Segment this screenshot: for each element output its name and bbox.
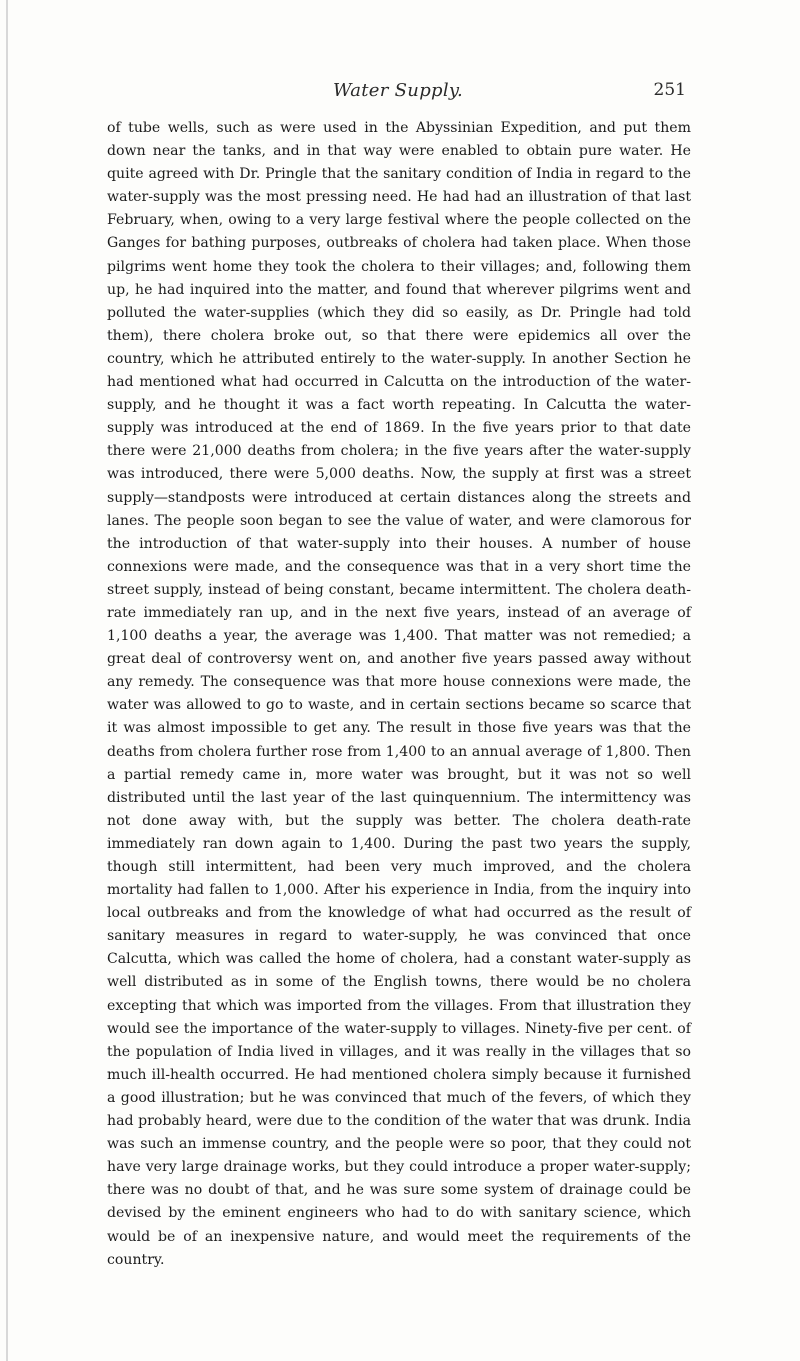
body-text bbox=[107, 117, 691, 1272]
page-number: 251 bbox=[653, 80, 686, 100]
page-edge-shadow bbox=[6, 0, 8, 1361]
running-head bbox=[108, 80, 688, 106]
body-paragraph: of tube wells, such as were used in the Abyssinian Expedition, and put them down near the tanks, and in that way were enabled to obtain pure water. He quite agreed with Dr. Pringle that the sanitary condition of India in regard to the water-supply was the most pressing need. He had had an illustration of that last February, when, owing to a very large festival where the people collected on the Ganges for bathing purposes, outbreaks of cholera had taken place. When those pilgrims went home they took the cholera to their villages; and, following them up, he had inquired into the matter, and found that wherever pilgrims went and polluted the water-supplies (which they did so easily, as Dr. Pringle had told them), there cholera broke out, so that there were epidemics all over the country, which he attributed entirely to the water-supply. In another Section he had mentioned what had occurred in Calcutta on the introduction of the water-supply, and he thought it was a fact worth repeating. In Calcutta the water-supply was introduced at the end of 1869. In the five years prior to that date there were 21,000 deaths from cholera; in the five years after the water-supply was introduced, there were 5,000 deaths. Now, the supply at first was a street supply—standposts were introduced at certain distances along the streets and lanes. The people soon began to see the value of water, and were clamorous for the introduction of that water-supply into their houses. A number of house connexions were made, and the consequence was that in a very short time the street supply, instead of being constant, became intermittent. The cholera death-rate immediately ran up, and in the next five years, instead of an average of 1,100 deaths a year, the average was 1,400. That matter was not remedied; a great deal of controversy went on, and another five years passed away without any remedy. The consequence was that more house connexions were made, the water was allowed to go to waste, and in certain sections became so scarce that it was almost impossible to get any. The result in those five years was that the deaths from cholera further rose from 1,400 to an annual average of 1,800. Then a partial remedy came in, more water was brought, but it was not so well distributed until the last year of the last quinquennium. The intermittency was not done away with, but the supply was better. The cholera death-rate immediately ran down again to 1,400. During the past two years the supply, though still intermittent, had been very much improved, and the cholera mortality had fallen to 1,000. After his experience in India, from the inquiry into local outbreaks and from the knowledge of what had occurred as the result of sanitary measures in regard to water-supply, he was convinced that once Calcutta, which was called the home of cholera, had a constant water-supply as well distributed as in some of the English towns, there would be no cholera excepting that which was imported from the villages. From that illustration they would see the importance of the water-supply to villages. Ninety-five per cent. of the population of India lived in villages, and it was really in the villages that so much ill-health occurred. He had mentioned cholera simply because it furnished a good illustration; but he was convinced that much of the fevers, of which they had probably heard, were due to the condition of the water that was drunk. India was such an immense country, and the people were so poor, that they could not have very large drainage works, but they could introduce a proper water-supply; there was no doubt of that, and he was sure some system of drainage could be devised by the eminent engineers who had to do with sanitary science, which would be of an inexpensive nature, and would meet the requirements of the country. bbox=[107, 120, 691, 1268]
running-title: Water Supply. bbox=[332, 80, 463, 101]
